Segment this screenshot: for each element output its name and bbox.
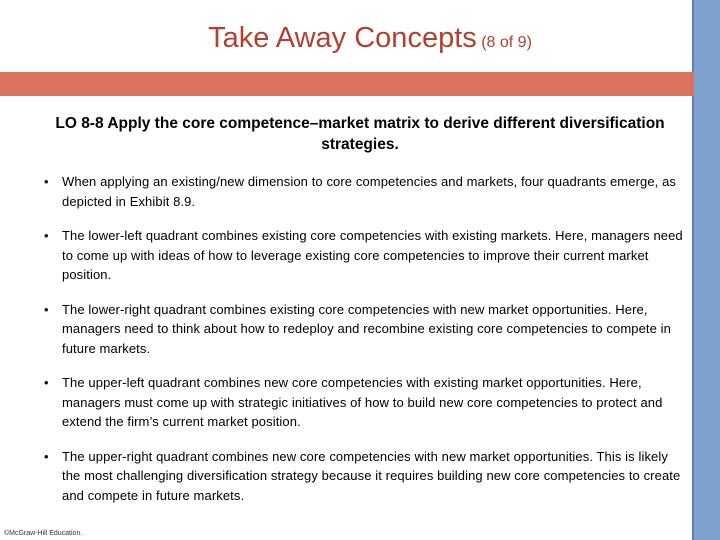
bullet-list — [44, 172, 684, 520]
slide-title — [0, 22, 720, 55]
title-page-count: (8 of 9) — [481, 34, 532, 51]
bullet-icon: • — [44, 448, 49, 464]
side-accent-bar — [694, 0, 720, 540]
bullet-icon: • — [44, 375, 49, 390]
bullet-text: The lower-left quadrant combines existing core competencies with existing markets. Here, managers need to come up with ideas of how to leverage existing core competencies to improve their current market position. — [62, 228, 683, 282]
title-main: Take Away Concepts — [208, 22, 477, 54]
bullet-icon: • — [44, 301, 49, 317]
bullet-text: When applying an existing/new dimension to core competencies and markets, four quadrants emerge, as depicted in Exhibit 8.9. — [62, 174, 677, 209]
bullet-item — [44, 447, 684, 506]
bullet-item — [44, 300, 684, 359]
bullet-text: The upper-left quadrant combines new core competencies with existing market opportunities. Here, managers must come up with strategic initiatives of how to build new core competencies to protect and extend the firm’s current market position. — [62, 375, 663, 429]
bullet-text: The upper-right quadrant combines new core competencies with new market opportunities. This is likely the most challenging diversification strategy because it requires building new core competencies to create and compete in future markets. — [62, 448, 681, 503]
bullet-item — [44, 226, 684, 285]
bullet-text: The lower-right quadrant combines existing core competencies with new market opportunities. Here, managers need to think about how to redeploy and recombine existing core competencies to compete in future markets. — [62, 301, 671, 356]
bullet-icon: • — [44, 174, 49, 189]
copyright-footer: ©McGraw-Hill Education. — [4, 530, 83, 537]
bullet-icon: • — [44, 228, 49, 243]
bullet-item — [44, 373, 684, 432]
bullet-item — [44, 172, 684, 211]
title-accent-bar — [0, 72, 694, 96]
learning-objective-heading: LO 8-8 Apply the core competence–market matrix to derive different diversification strategies. — [55, 115, 665, 153]
